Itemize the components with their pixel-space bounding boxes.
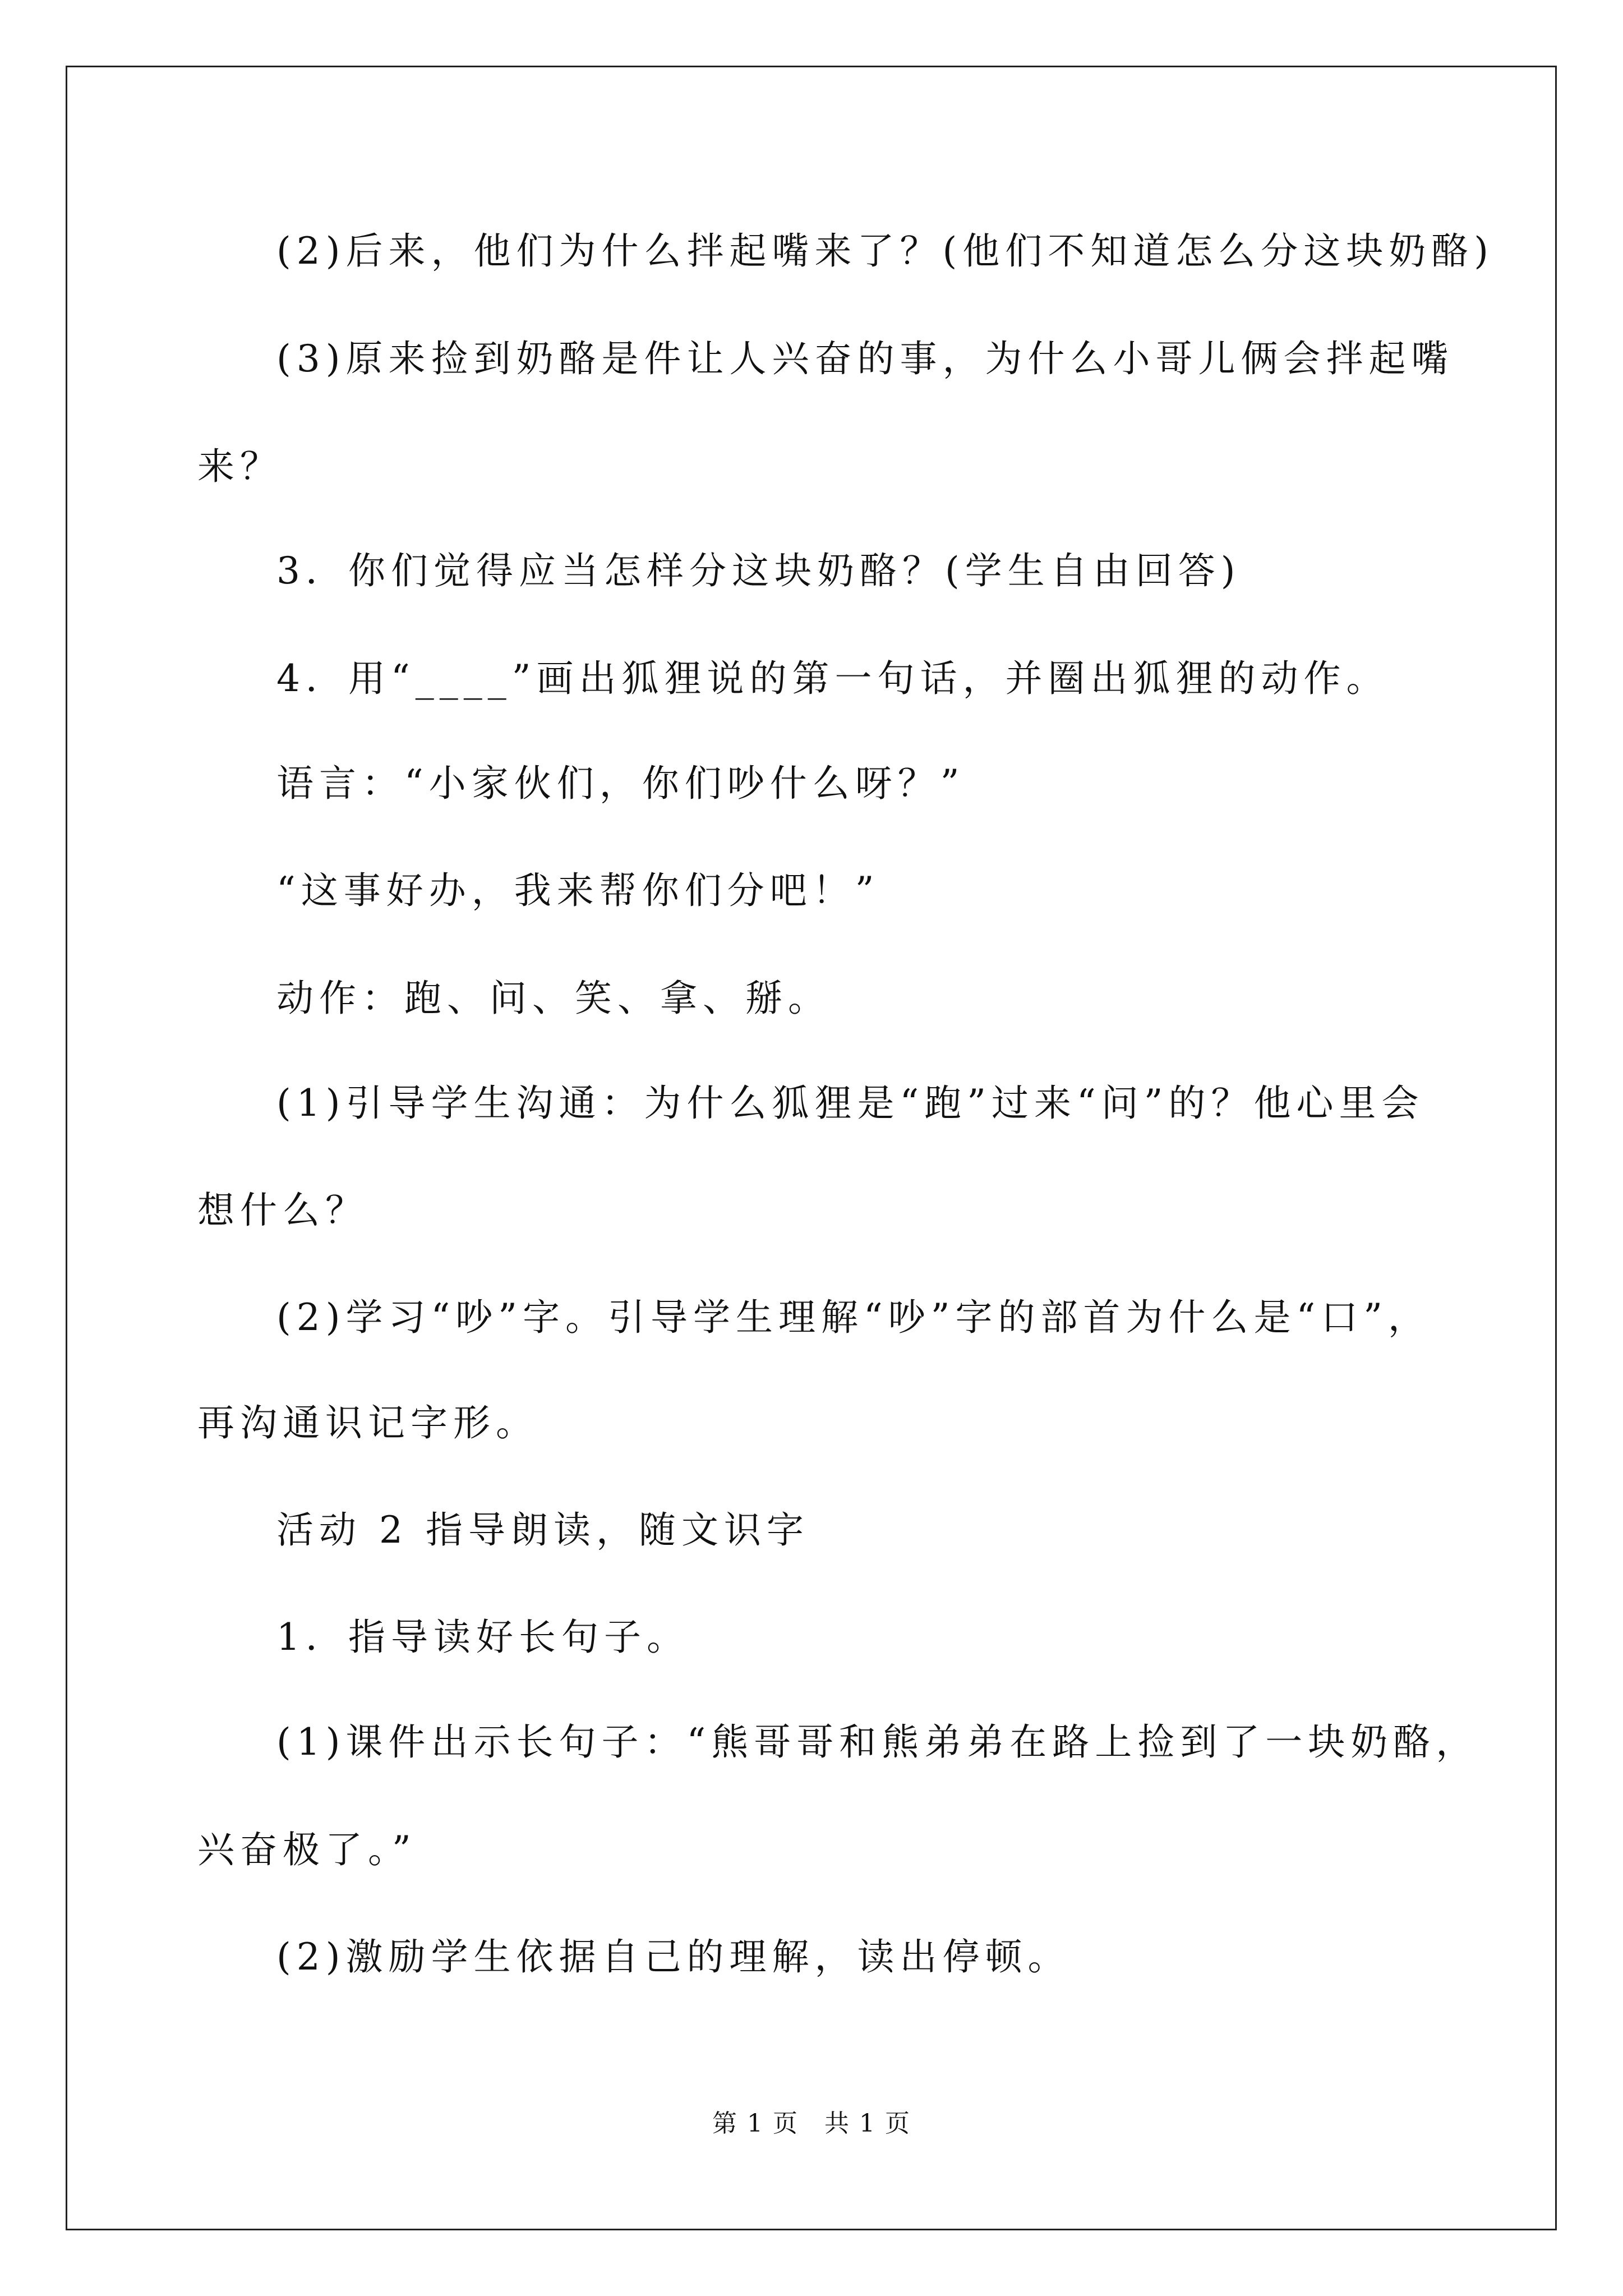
text-line: 再沟通识记字形。 — [197, 1401, 538, 1444]
text-line: 动作：跑、问、笑、拿、掰。 — [276, 977, 831, 1020]
text-line: (2)学习“吵”字。引导学生理解“吵”字的部首为什么是“口”， — [276, 1296, 1431, 1339]
text-line: 兴奋极了。” — [197, 1828, 417, 1871]
text-line: (1)引导学生沟通：为什么狐狸是“跑”过来“问”的？他心里会 — [276, 1082, 1424, 1125]
text-line: 语言：“小家伙们，你们吵什么呀？” — [276, 762, 965, 805]
page-border — [66, 66, 1557, 2230]
text-line: (1)课件出示长句子：“熊哥哥和熊弟弟在路上捡到了一块奶酪， — [276, 1720, 1479, 1764]
text-line: (2)后来，他们为什么拌起嘴来了？(他们不知道怎么分这块奶酪) — [276, 229, 1494, 273]
page-footer: 第 1 页 共 1 页 — [712, 2109, 911, 2138]
text-line: 来？ — [197, 445, 283, 488]
text-line: 1．指导读好长句子。 — [276, 1616, 689, 1659]
text-line: 想什么？ — [197, 1189, 368, 1232]
text-line: (2)激励学生依据自己的理解，读出停顿。 — [276, 1935, 1071, 1978]
text-line: (3)原来捡到奶酪是件让人兴奋的事，为什么小哥儿俩会拌起嘴 — [276, 337, 1454, 380]
text-line: 活动 2 指导朗读，随文识字 — [276, 1508, 809, 1552]
text-line: 4．用“____”画出狐狸说的第一句话，并圈出狐狸的动作。 — [276, 657, 1389, 700]
text-line: “这事好办，我来帮你们分吧！” — [276, 869, 880, 912]
text-line: 3．你们觉得应当怎样分这块奶酪？(学生自由回答) — [276, 549, 1241, 592]
